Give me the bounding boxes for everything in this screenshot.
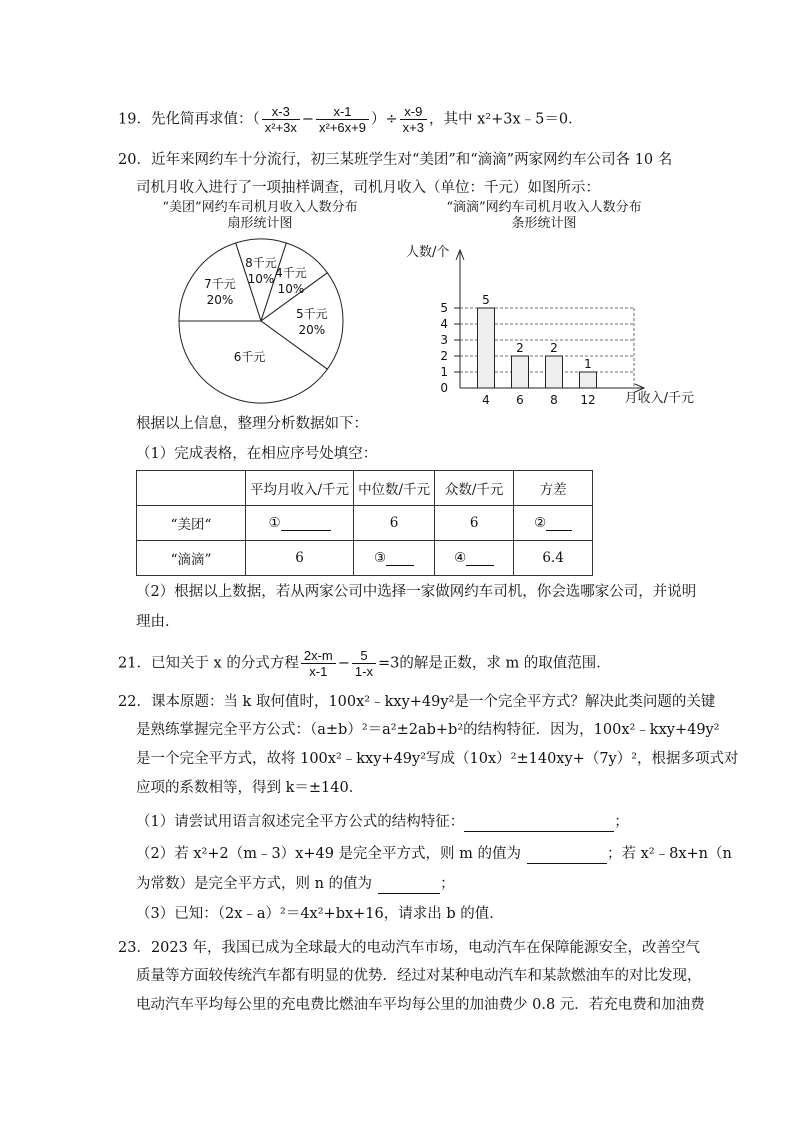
q22-sub1-end: ； bbox=[614, 814, 629, 830]
bar bbox=[580, 372, 597, 388]
q19-fraction-3 bbox=[400, 104, 427, 135]
table-header-mean: 平均月收入/千元 bbox=[246, 471, 354, 506]
q21-f1-den: x-1 bbox=[309, 664, 328, 679]
q21-prefix: 21．已知关于 x 的分式方程 bbox=[118, 655, 299, 672]
blank-marker-1: ① bbox=[268, 515, 281, 531]
pie-slice-percent: 10% bbox=[247, 272, 275, 287]
q21-minus: − bbox=[337, 655, 350, 672]
q19-prefix: 19．先化简再求值：（ bbox=[118, 111, 260, 128]
q21-f2-den: 1-x bbox=[354, 664, 373, 679]
q23-line2: 质量等方面较传统汽车都有明显的优势．经过对某种电动汽车和某款燃油车的对比发现， bbox=[136, 968, 702, 984]
pie-slice-label: 6千元 bbox=[233, 350, 266, 365]
pie-slice-percent: 20% bbox=[206, 293, 234, 308]
q22-sub2 bbox=[136, 844, 732, 864]
q19-f3-den: x+3 bbox=[402, 120, 424, 135]
q22-sub1-text: （1）请尝试用语言叙述完全平方公式的结构特征： bbox=[136, 814, 465, 830]
table-row-meituan bbox=[137, 506, 593, 541]
bar bbox=[546, 356, 563, 388]
q22-sub2-text-b: ；若 x²﹣8x+n（n bbox=[607, 846, 732, 862]
q22-line1: 22．课本原题：当 k 取何值时，100x²﹣kxy+49y²是一个完全平方式？解决此类问题的关键 bbox=[118, 694, 716, 710]
bar bbox=[512, 356, 529, 388]
pie-slice-label: 8千元 bbox=[245, 256, 277, 271]
answer-blank-3[interactable] bbox=[386, 550, 414, 566]
q20-line2: 司机月收入进行了一项抽样调查，司机月收入（单位：千元）如图所示： bbox=[136, 180, 600, 196]
table-cell-variance: 6.4 bbox=[514, 541, 593, 576]
pie-slice-label: 7千元 bbox=[204, 277, 236, 292]
y-axis-label: 人数/个 bbox=[406, 245, 450, 260]
table-cell-median: 6 bbox=[354, 506, 435, 541]
stats-table bbox=[136, 470, 593, 576]
q19-f2-num: x-1 bbox=[316, 104, 369, 120]
table-header-variance: 方差 bbox=[514, 471, 593, 506]
table-header-median: 中位数/千元 bbox=[354, 471, 435, 506]
bar-chart bbox=[398, 236, 698, 406]
y-tick-label: 0 bbox=[440, 381, 448, 395]
pie-slice-percent: 20% bbox=[298, 323, 326, 337]
answer-blank-2[interactable] bbox=[546, 515, 572, 531]
q22-sub2-text-c: 为常数）是完全平方式，则 n 的值为 bbox=[136, 876, 373, 892]
q20-part1: （1）完成表格，在相应序号处填空： bbox=[136, 446, 378, 462]
q19 bbox=[118, 104, 583, 135]
q20-part2-line2: 理由． bbox=[136, 614, 180, 630]
pie-slice-label: 4千元 bbox=[275, 265, 307, 280]
q19-f3-num: x-9 bbox=[400, 104, 427, 120]
pie-title-1: “美团”网约车司机月收入人数分布 bbox=[162, 200, 358, 215]
table-cell-mode: 6 bbox=[435, 506, 514, 541]
y-tick-label: 2 bbox=[440, 349, 448, 363]
table-header-row bbox=[137, 471, 593, 506]
bar-title-1: “滴滴”网约车司机月收入人数分布 bbox=[446, 200, 642, 215]
q19-fraction-2 bbox=[316, 104, 369, 135]
q22-line2: 是熟练掌握完全平方公式：（a±b）²＝a²±2ab+b²的结构特征．因为，100x²﹣kxy+49y² bbox=[136, 722, 720, 738]
q22-line4: 应项的系数相等，得到 k＝±140． bbox=[136, 780, 364, 796]
q19-f1-den: x²+3x bbox=[264, 120, 297, 135]
q22-line3: 是一个完全平方式，故将 100x²﹣kxy+49y²写成（10x）²±140xy+（7y）²，根据多项式对 bbox=[136, 751, 739, 767]
x-tick-label: 6 bbox=[516, 393, 524, 406]
answer-blank-q22-2[interactable] bbox=[527, 847, 607, 864]
blank-marker-3: ③ bbox=[374, 550, 387, 566]
bar-value-label: 2 bbox=[550, 341, 558, 355]
q20-line1: 20．近年来网约车十分流行，初三某班学生对“美团”和“滴滴”两家网约车公司各 10 名 bbox=[118, 152, 673, 168]
q23-line1: 23．2023 年，我国已成为全球最大的电动汽车市场，电动汽车在保障能源安全，改善空气 bbox=[118, 940, 700, 956]
q22-sub2-end: ； bbox=[440, 876, 455, 892]
blank-marker-4: ④ bbox=[454, 550, 467, 566]
y-tick-label: 3 bbox=[440, 333, 448, 347]
q19-fraction-1 bbox=[262, 104, 300, 135]
q23-line3: 电动汽车平均每公里的充电费比燃油车平均每公里的加油费少 0.8 元．若充电费和加油费 bbox=[136, 997, 705, 1013]
table-cell-blank-1 bbox=[246, 506, 354, 541]
bar bbox=[478, 308, 495, 388]
q21 bbox=[118, 648, 611, 679]
q22-sub3: （3）已知：（2x﹣a）²＝4x²+bx+16，请求出 b 的值． bbox=[136, 906, 504, 922]
pie-slice-percent: 10% bbox=[277, 281, 305, 296]
table-cell-company: “美团“ bbox=[137, 506, 246, 541]
pie-title-2: 扇形统计图 bbox=[227, 216, 293, 231]
q22-sub1 bbox=[136, 812, 629, 832]
y-tick-label: 5 bbox=[440, 301, 448, 315]
q19-divide: ）÷ bbox=[371, 111, 398, 128]
answer-blank-4[interactable] bbox=[466, 550, 494, 566]
table-row-didi bbox=[137, 541, 593, 576]
q20-part2-line1: （2）根据以上数据，若从两家公司中选择一家做网约车司机，你会选哪家公司，并说明 bbox=[136, 584, 697, 600]
table-header-mode: 众数/千元 bbox=[435, 471, 514, 506]
q22-sub2-cont bbox=[136, 874, 455, 894]
bar-value-label: 2 bbox=[516, 341, 524, 355]
bar-title-2: 条形统计图 bbox=[511, 216, 577, 231]
q19-minus: − bbox=[301, 111, 315, 128]
q21-f1-num: 2x-m bbox=[301, 648, 336, 664]
bar-value-label: 5 bbox=[482, 293, 490, 307]
x-tick-label: 12 bbox=[580, 393, 596, 406]
q21-f2-num: 5 bbox=[352, 648, 376, 664]
answer-blank-q22-3[interactable] bbox=[378, 877, 440, 894]
q19-suffix: ，其中 x²+3x﹣5＝0． bbox=[428, 111, 583, 128]
x-axis-label: 月收入/千元 bbox=[624, 391, 694, 406]
q21-suffix: =3的解是正数，求 m 的取值范围． bbox=[377, 655, 611, 672]
bar-bars bbox=[478, 308, 597, 388]
y-tick-label: 4 bbox=[440, 317, 448, 331]
table-cell-blank-4 bbox=[435, 541, 514, 576]
x-tick-label: 4 bbox=[482, 393, 490, 406]
answer-blank-1[interactable] bbox=[281, 515, 331, 531]
blank-marker-2: ② bbox=[534, 515, 547, 531]
x-tick-label: 8 bbox=[550, 393, 558, 406]
pie-slice-label: 5千元 bbox=[295, 307, 328, 321]
q22-sub2-text-a: （2）若 x²+2（m﹣3）x+49 是完全平方式，则 m 的值为 bbox=[136, 846, 522, 862]
bar-value-label: 1 bbox=[584, 357, 592, 371]
table-cell-company: “滴滴” bbox=[137, 541, 246, 576]
q21-fraction-2 bbox=[352, 648, 376, 679]
q21-fraction-1 bbox=[301, 648, 336, 679]
answer-blank-q22-1[interactable] bbox=[464, 815, 614, 832]
table-header-empty bbox=[137, 471, 246, 506]
table-cell-blank-3 bbox=[354, 541, 435, 576]
y-tick-label: 1 bbox=[440, 365, 448, 379]
q19-f1-num: x-3 bbox=[262, 104, 300, 120]
table-cell-blank-2 bbox=[514, 506, 593, 541]
pie-chart bbox=[161, 221, 361, 421]
q19-f2-den: x²+6x+9 bbox=[319, 120, 366, 135]
table-cell-mean: 6 bbox=[246, 541, 354, 576]
q20-after-chart: 根据以上信息，整理分析数据如下： bbox=[136, 416, 368, 432]
